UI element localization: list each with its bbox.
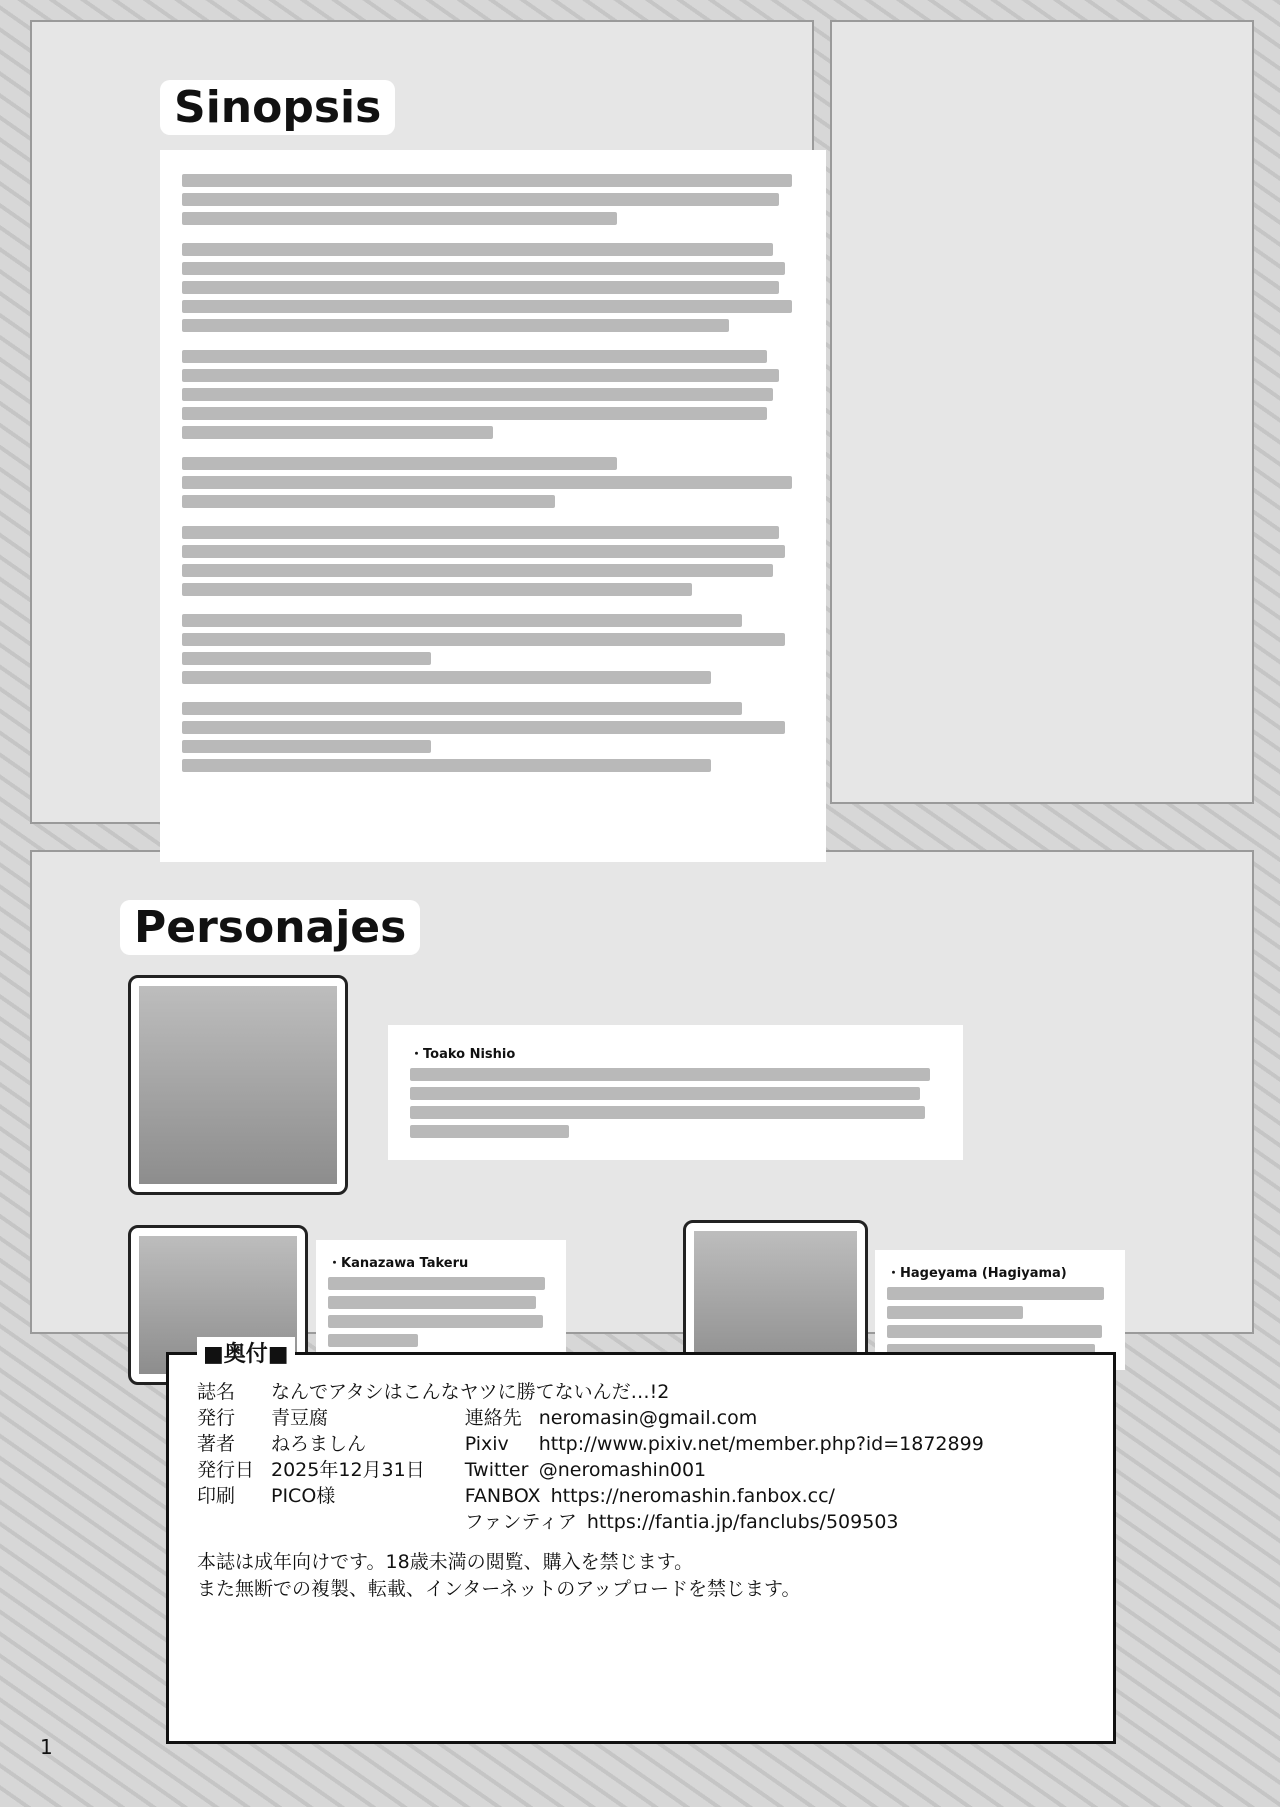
character-name: ・Kanazawa Takeru	[328, 1256, 469, 1271]
pixiv-link[interactable]: http://www.pixiv.net/member.php?id=1872899	[538, 1433, 984, 1455]
page-number: 1	[40, 1735, 53, 1759]
character-name: ・Toako Nishio	[410, 1047, 516, 1062]
colophon-magazine: 誌名 なんでアタシはこんなヤツに勝てないんだ…!2	[197, 1381, 670, 1403]
synopsis-text-redacted	[160, 150, 826, 862]
characters-heading: Personajes	[120, 900, 420, 955]
colophon-title: ■奥付■	[197, 1337, 295, 1368]
twitter-link[interactable]: @neromashin001	[538, 1459, 707, 1481]
copyright-notice: また無断での複製、転載、インターネットのアップロードを禁じます。	[197, 1578, 801, 1600]
colophon-box	[166, 1342, 1116, 1744]
fantia-link[interactable]: https://fantia.jp/fanclubs/509503	[586, 1511, 899, 1533]
character-name: ・Hageyama (Hagiyama)	[887, 1266, 1067, 1281]
fanbox-link[interactable]: https://neromashin.fanbox.cc/	[550, 1485, 835, 1507]
colophon-right-column: 連絡先 neromasin@gmail.com Pixiv http://www.pixiv.net/member.php?id=1872899 Twitter @neromashin001 FANBOX https://neromashin.fanbox.cc/ ファンティア https://fantia.jp/fanclubs/509503	[464, 1407, 984, 1533]
synopsis-heading: Sinopsis	[160, 80, 395, 135]
colophon-left-column: 発行 青豆腐 著者 ねろましん 発行日 2025年12月31日 印刷 PICO様	[197, 1407, 425, 1507]
character-card	[388, 1025, 963, 1160]
character-portrait	[128, 975, 348, 1195]
email-link[interactable]: neromasin@gmail.com	[538, 1407, 758, 1429]
background-panel	[830, 20, 1254, 804]
age-notice: 本誌は成年向けです。18歳未満の閲覧、購入を禁じます。	[197, 1551, 694, 1573]
